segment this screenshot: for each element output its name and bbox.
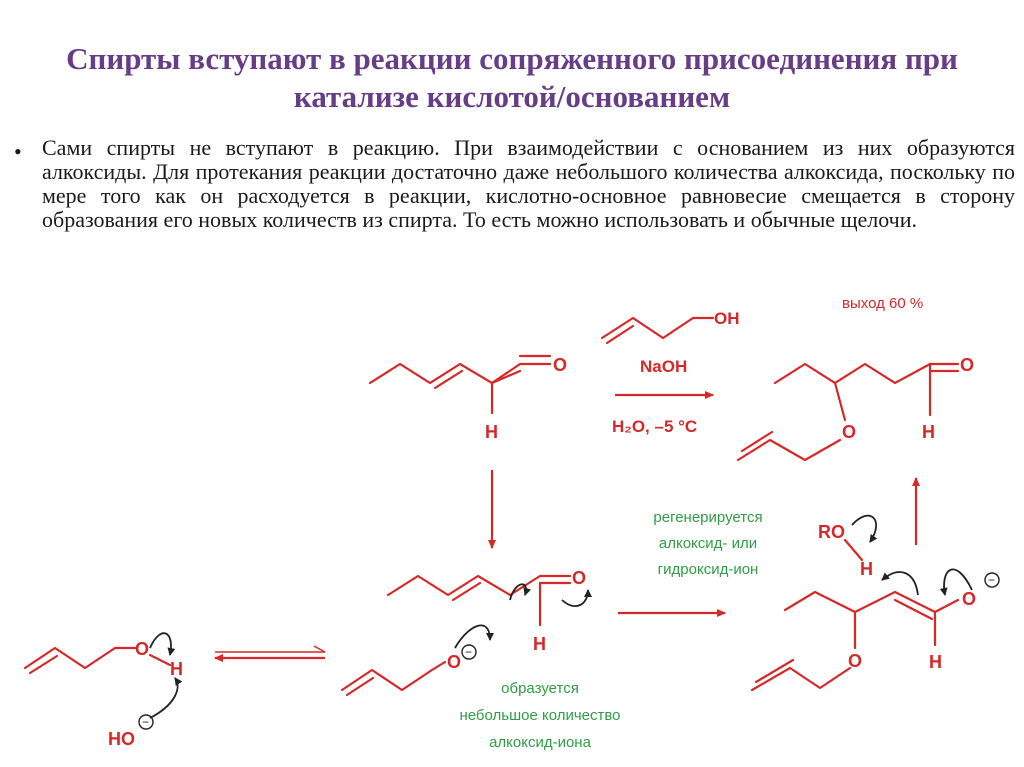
ro-hydrogen-label: H: [860, 559, 873, 579]
product-carbonyl-oxygen-label: O: [960, 355, 975, 375]
hydroxide-charge: −: [142, 715, 150, 729]
enal-alkoxide-attack: [342, 568, 588, 695]
curly-arrow-carbonyl: [562, 590, 588, 606]
ether-oxygen-label: O: [842, 422, 857, 442]
product-structure: [738, 355, 974, 460]
equilibrium-arrows: [215, 646, 325, 658]
reagent-naoh: NaOH: [640, 357, 688, 376]
enal-hydrogen-label: H: [533, 634, 546, 654]
note-regenerated-line-1: регенерируется: [653, 509, 763, 526]
note-regenerated-line-2: алкоксид- или: [658, 535, 758, 552]
carbonyl-oxygen-label: O: [553, 355, 568, 375]
note-formed-line-3: алкоксид-иона: [489, 734, 591, 751]
enolate-charge: −: [988, 573, 996, 587]
curly-arrow-ro-bond: [852, 516, 876, 542]
note-regenerated: [653, 509, 762, 578]
allyl-alcohol-deprotonation: [25, 633, 183, 749]
curly-arrow-hydroxide-attack: [150, 678, 178, 718]
enolate-protonation: [752, 516, 999, 690]
curly-arrow-oh-bond: [150, 633, 171, 655]
alcohol-hydrogen-label: H: [170, 659, 183, 679]
note-formed-line-1: образуется: [501, 680, 579, 697]
starting-enal: [370, 355, 567, 442]
curly-arrow-protonation: [882, 572, 918, 595]
bullet-text: Сами спирты не вступают в реакцию. При взаимодействии с основанием из них образуются алкоксиды. Для протекания реакции достаточно даже небольшого количества алкоксида, поскольку по мере того как он расходуется в реакции, кислотно-основное равновесие смещается в сторону образования его новых количеств из спирта. То есть можно использовать и обычные щелочи.: [42, 135, 1015, 232]
yield-label: выход 60 %: [842, 295, 924, 312]
note-regenerated-line-3: гидроксид-ион: [657, 561, 759, 578]
aldehyde-hydrogen-label: H: [485, 422, 498, 442]
note-formed-line-2: небольшое количество: [459, 707, 621, 724]
enolate-ether-oxygen-label: O: [848, 651, 863, 671]
alcohol-oxygen-label: O: [135, 639, 150, 659]
ro-label: RO: [818, 522, 845, 542]
hydroxyl-label: OH: [714, 309, 740, 328]
product-hydrogen-label: H: [922, 422, 935, 442]
enolate-hydrogen-label: H: [929, 652, 942, 672]
alkoxide-oxygen-label: O: [447, 652, 462, 672]
reaction-conditions: H₂O, –5 °C: [612, 417, 698, 436]
hydroxide-label: HO: [108, 729, 135, 749]
note-formed: [459, 680, 620, 751]
slide-title: Спирты вступают в реакции сопряженного присоединения при катализе кислотой/основанием: [66, 41, 958, 114]
enal-oxygen-label: O: [572, 568, 587, 588]
reagent-allyl-alcohol: [602, 309, 740, 343]
curly-arrow-alkoxide-attack: [455, 625, 490, 648]
alkoxide-charge: −: [465, 645, 473, 659]
bullet-marker: •: [14, 139, 22, 164]
enolate-oxygen-label: O: [962, 589, 977, 609]
